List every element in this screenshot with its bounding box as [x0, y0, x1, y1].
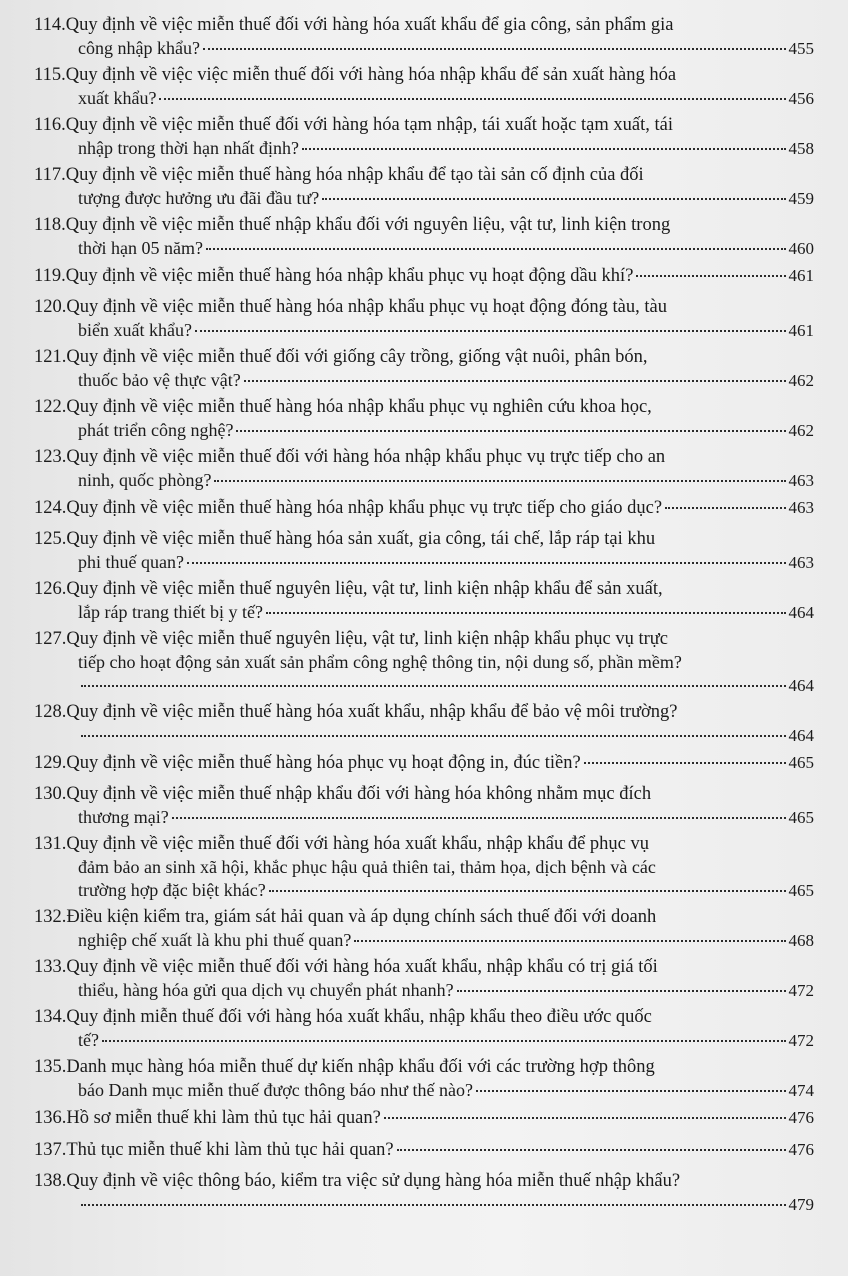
dot-leader — [584, 762, 786, 764]
toc-entry-title-line — [34, 528, 814, 551]
toc-entry-number: 129. — [34, 753, 67, 773]
toc-entry-text: Quy định về việc miễn thuế hàng hóa nhập khẩu phục vụ hoạt động đóng tàu, tàu — [66, 297, 667, 317]
toc-entry-title-line — [34, 701, 814, 724]
page-number: 459 — [788, 189, 814, 208]
page-number: 476 — [788, 1140, 814, 1159]
toc-entry-continuation-line — [34, 601, 814, 624]
toc-entry — [34, 578, 814, 624]
dot-leader — [302, 148, 786, 150]
toc-entry — [34, 1106, 814, 1130]
page-number: 465 — [788, 753, 814, 772]
toc-entry-text: Quy định về việc miễn thuế đối với hàng hóa xuất khẩu, nhập khẩu có trị giá tối — [66, 957, 658, 977]
toc-entry-number: 131. — [34, 834, 67, 854]
toc-entry — [34, 628, 814, 697]
toc-entry — [34, 296, 814, 342]
toc-entry — [34, 956, 814, 1002]
toc-entry — [34, 14, 814, 60]
toc-entry-continuation-line — [34, 979, 814, 1002]
toc-entry-text: biển xuất khẩu? — [78, 320, 192, 340]
toc-entry-continuation-line — [34, 187, 814, 210]
toc-entry-text: thời hạn 05 năm? — [78, 238, 203, 258]
page-number: 464 — [788, 603, 814, 622]
dot-leader — [206, 248, 786, 250]
page-number: 472 — [788, 1031, 814, 1050]
toc-entry-text: thuốc bảo vệ thực vật? — [78, 370, 241, 390]
toc-entry-text: xuất khẩu? — [78, 88, 157, 108]
toc-entry-continuation-line — [34, 651, 814, 674]
toc-entry-title-line — [34, 14, 814, 37]
toc-entry — [34, 906, 814, 952]
toc-entry-number: 137. — [34, 1140, 67, 1160]
dot-leader — [172, 817, 786, 819]
toc-entry-number: 114. — [34, 15, 66, 35]
toc-entry — [34, 701, 814, 747]
dot-leader — [214, 480, 785, 482]
toc-entry — [34, 264, 814, 288]
toc-entry-text: Quy định về việc miễn thuế hàng hóa xuất khẩu, nhập khẩu để bảo vệ môi trường? — [66, 702, 678, 722]
toc-entry-text: thiểu, hàng hóa gửi qua dịch vụ chuyển phát nhanh? — [78, 980, 454, 1000]
toc-entry-continuation-line — [34, 674, 814, 697]
toc-entry-text: Quy định về việc miễn thuế nhập khẩu đối với nguyên liệu, vật tư, linh kiện trong — [65, 215, 671, 235]
toc-entry-text: công nhập khẩu? — [78, 38, 200, 58]
dot-leader — [269, 890, 786, 892]
toc-entry-continuation-line — [34, 1079, 814, 1102]
toc-entry-title-line — [34, 1170, 814, 1193]
toc-entry-number: 118. — [34, 215, 66, 235]
toc-entry-number: 120. — [34, 297, 67, 317]
toc-entry-text: nhập trong thời hạn nhất định? — [78, 138, 299, 158]
toc-entry — [34, 496, 814, 520]
dot-leader — [665, 507, 785, 509]
page-number: 464 — [788, 726, 814, 745]
toc-entry — [34, 164, 814, 210]
page-number: 462 — [788, 421, 814, 440]
toc-entry-text: tượng được hưởng ưu đãi đầu tư? — [78, 188, 320, 208]
page-number: 463 — [788, 498, 814, 517]
toc-entry-text: Quy định về việc miễn thuế hàng hóa phục vụ hoạt động in, đúc tiền? — [66, 753, 581, 773]
toc-entry-number: 125. — [34, 529, 67, 549]
toc-entry-title-line — [34, 906, 814, 929]
toc-entry-text: lắp ráp trang thiết bị y tế? — [78, 602, 263, 622]
toc-entry — [34, 1056, 814, 1102]
dot-leader — [457, 990, 786, 992]
toc-entry-title-line — [34, 114, 814, 137]
toc-entry — [34, 1138, 814, 1162]
toc-entry-continuation-line — [34, 137, 814, 160]
page-number: 479 — [788, 1195, 814, 1214]
toc-entry-text: Quy định về việc miễn thuế đối với hàng hóa xuất khẩu để gia công, sản phẩm gia — [65, 15, 674, 35]
page-number: 463 — [788, 553, 814, 572]
toc-entry-title-line — [34, 833, 814, 856]
toc-entry — [34, 1170, 814, 1216]
toc-entry-text: tế? — [78, 1030, 99, 1050]
toc-entry-text: Quy định về việc miễn thuế hàng hóa nhập khẩu để tạo tài sản cố định của đối — [65, 165, 644, 185]
toc-entry-text: Điều kiện kiểm tra, giám sát hải quan và áp dụng chính sách thuế đối với doanh — [66, 907, 657, 927]
toc-entry — [34, 783, 814, 829]
dot-leader — [354, 940, 785, 942]
page-number: 472 — [788, 981, 814, 1000]
page-number: 458 — [788, 139, 814, 158]
toc-entry-number: 121. — [34, 347, 67, 367]
dot-leader — [476, 1090, 786, 1092]
toc-entry-text: ninh, quốc phòng? — [78, 470, 212, 490]
toc-entry-number: 128. — [34, 702, 67, 722]
dot-leader — [81, 685, 786, 687]
page-number: 465 — [788, 881, 814, 900]
page-number: 464 — [788, 676, 814, 695]
toc-entry-continuation-line — [34, 87, 814, 110]
page-number: 455 — [788, 39, 814, 58]
toc-entry-number: 126. — [34, 579, 67, 599]
toc-entry-text: Danh mục hàng hóa miễn thuế dự kiến nhập khẩu đối với các trường hợp thông — [66, 1057, 655, 1077]
dot-leader — [159, 98, 785, 100]
toc-entry-title-line — [34, 1006, 814, 1029]
dot-leader — [244, 380, 786, 382]
toc-entry-text: báo Danh mục miễn thuế được thông báo như thế nào? — [78, 1080, 473, 1100]
toc-entry-text: Quy định về việc miễn thuế nguyên liệu, vật tư, linh kiện nhập khẩu phục vụ trực — [66, 629, 669, 649]
toc-entry-continuation-line — [34, 1029, 814, 1052]
toc-entry-continuation-line — [34, 929, 814, 952]
toc-entry-number: 130. — [34, 784, 67, 804]
toc-entry-title-line — [34, 264, 814, 288]
page-number: 463 — [788, 471, 814, 490]
page-number: 461 — [788, 321, 814, 340]
toc-entry-number: 119. — [34, 266, 66, 286]
toc-entry-number: 132. — [34, 907, 67, 927]
toc-entry — [34, 446, 814, 492]
toc-entry-title-line — [34, 751, 814, 775]
toc-entry-title-line — [34, 164, 814, 187]
page-number: 465 — [788, 808, 814, 827]
toc-entry-text: Quy định về việc miễn thuế đối với hàng hóa tạm nhập, tái xuất hoặc tạm xuất, tái — [65, 115, 673, 135]
toc-entry-continuation-line — [34, 856, 814, 879]
page-number: 462 — [788, 371, 814, 390]
dot-leader — [384, 1117, 786, 1119]
toc-entry-number: 135. — [34, 1057, 67, 1077]
dot-leader — [236, 430, 785, 432]
toc-entry-number: 133. — [34, 957, 67, 977]
toc-entry-title-line — [34, 214, 814, 237]
toc-entry-continuation-line — [34, 369, 814, 392]
toc-entry-text: Quy định về việc miễn thuế nhập khẩu đối với hàng hóa không nhằm mục đích — [66, 784, 652, 804]
dot-leader — [187, 562, 786, 564]
toc-entry-text: Thủ tục miễn thuế khi làm thủ tục hải quan? — [66, 1140, 394, 1160]
toc-entry-text: Quy định về việc miễn thuế nguyên liệu, vật tư, linh kiện nhập khẩu để sản xuất, — [66, 579, 663, 599]
toc-entry-continuation-line — [34, 551, 814, 574]
toc-entry-title-line — [34, 956, 814, 979]
dot-leader — [203, 48, 786, 50]
toc-entry-text: Quy định về việc miễn thuế hàng hóa nhập khẩu phục vụ nghiên cứu khoa học, — [66, 397, 652, 417]
toc-entry-number: 116. — [34, 115, 66, 135]
toc-entry-title-line — [34, 446, 814, 469]
toc-entry-title-line — [34, 578, 814, 601]
toc-entry-title-line — [34, 783, 814, 806]
toc-entry-continuation-line — [34, 469, 814, 492]
page-number: 460 — [788, 239, 814, 258]
toc-entry-title-line — [34, 1138, 814, 1162]
toc-entry-text: trường hợp đặc biệt khác? — [78, 880, 266, 900]
toc-entry-text: Quy định về việc việc miễn thuế đối với hàng hóa nhập khẩu để sản xuất hàng hóa — [65, 65, 677, 85]
toc-entry — [34, 346, 814, 392]
toc-entry-text: Hồ sơ miễn thuế khi làm thủ tục hải quan? — [66, 1108, 381, 1128]
dot-leader — [102, 1040, 786, 1042]
toc-entry-title-line — [34, 346, 814, 369]
toc-entry-continuation-line — [34, 806, 814, 829]
toc-entry-number: 124. — [34, 498, 67, 518]
toc-entry-title-line — [34, 496, 814, 520]
toc-entry-text: Quy định về việc miễn thuế đối với hàng hóa nhập khẩu phục vụ trực tiếp cho an — [66, 447, 666, 467]
toc-entry-text: phi thuế quan? — [78, 552, 184, 572]
toc-entry — [34, 751, 814, 775]
dot-leader — [636, 275, 785, 277]
dot-leader — [397, 1149, 786, 1151]
page-number: 461 — [788, 266, 814, 285]
toc-entry-continuation-line — [34, 879, 814, 902]
dot-leader — [195, 330, 786, 332]
toc-entry-title-line — [34, 64, 814, 87]
page-number: 476 — [788, 1108, 814, 1127]
toc-entry — [34, 114, 814, 160]
toc-entry-text: đảm bảo an sinh xã hội, khắc phục hậu quả thiên tai, thảm họa, dịch bệnh và các — [78, 857, 656, 877]
page-number: 456 — [788, 89, 814, 108]
toc-entry-number: 134. — [34, 1007, 67, 1027]
toc-entry — [34, 833, 814, 902]
toc-entry-number: 122. — [34, 397, 67, 417]
toc-entry-number: 123. — [34, 447, 67, 467]
page-number: 468 — [788, 931, 814, 950]
dot-leader — [81, 735, 786, 737]
toc-entry-continuation-line — [34, 1193, 814, 1216]
toc-entry-continuation-line — [34, 319, 814, 342]
toc-entry — [34, 1006, 814, 1052]
toc-entry-title-line — [34, 296, 814, 319]
toc-entry-title-line — [34, 628, 814, 651]
toc-entry-number: 117. — [34, 165, 66, 185]
toc-entry-text: Quy định về việc thông báo, kiểm tra việc sử dụng hàng hóa miễn thuế nhập khẩu? — [66, 1171, 681, 1191]
dot-leader — [266, 612, 786, 614]
toc-entry-continuation-line — [34, 724, 814, 747]
dot-leader — [81, 1204, 786, 1206]
toc-entry-continuation-line — [34, 419, 814, 442]
entry-spacer — [34, 1216, 814, 1220]
toc-entry-title-line — [34, 1106, 814, 1130]
toc-entry-text: phát triển công nghệ? — [78, 420, 234, 440]
toc-entry-text: Quy định về việc miễn thuế hàng hóa sản xuất, gia công, tái chế, lắp ráp tại khu — [66, 529, 656, 549]
toc-entry-text: Quy định về việc miễn thuế hàng hóa nhập khẩu phục vụ hoạt động dầu khí? — [65, 266, 634, 286]
toc-entry-title-line — [34, 396, 814, 419]
toc-entry-continuation-line — [34, 237, 814, 260]
page-number: 474 — [788, 1081, 814, 1100]
toc-entry-text: tiếp cho hoạt động sản xuất sản phẩm công nghệ thông tin, nội dung số, phần mềm? — [78, 652, 682, 672]
toc-entry — [34, 528, 814, 574]
toc-entry-text: Quy định về việc miễn thuế đối với giống cây trồng, giống vật nuôi, phân bón, — [66, 347, 648, 367]
toc-entry — [34, 214, 814, 260]
toc-entry-title-line — [34, 1056, 814, 1079]
toc-entry-number: 136. — [34, 1108, 67, 1128]
toc-entry-text: Quy định về việc miễn thuế đối với hàng hóa xuất khẩu, nhập khẩu để phục vụ — [66, 834, 650, 854]
toc-entry-text: nghiệp chế xuất là khu phi thuế quan? — [78, 930, 352, 950]
toc-entry — [34, 64, 814, 110]
toc-entry-number: 138. — [34, 1171, 67, 1191]
toc-entry-text: Quy định miễn thuế đối với hàng hóa xuất khẩu, nhập khẩu theo điều ước quốc — [66, 1007, 652, 1027]
toc-entry-continuation-line — [34, 37, 814, 60]
toc-entry-number: 115. — [34, 65, 66, 85]
toc-entry — [34, 396, 814, 442]
toc-entry-text: thương mại? — [78, 807, 169, 827]
toc-entry-text: Quy định về việc miễn thuế hàng hóa nhập khẩu phục vụ trực tiếp cho giáo dục? — [66, 498, 663, 518]
toc-entry-number: 127. — [34, 629, 67, 649]
dot-leader — [322, 198, 785, 200]
